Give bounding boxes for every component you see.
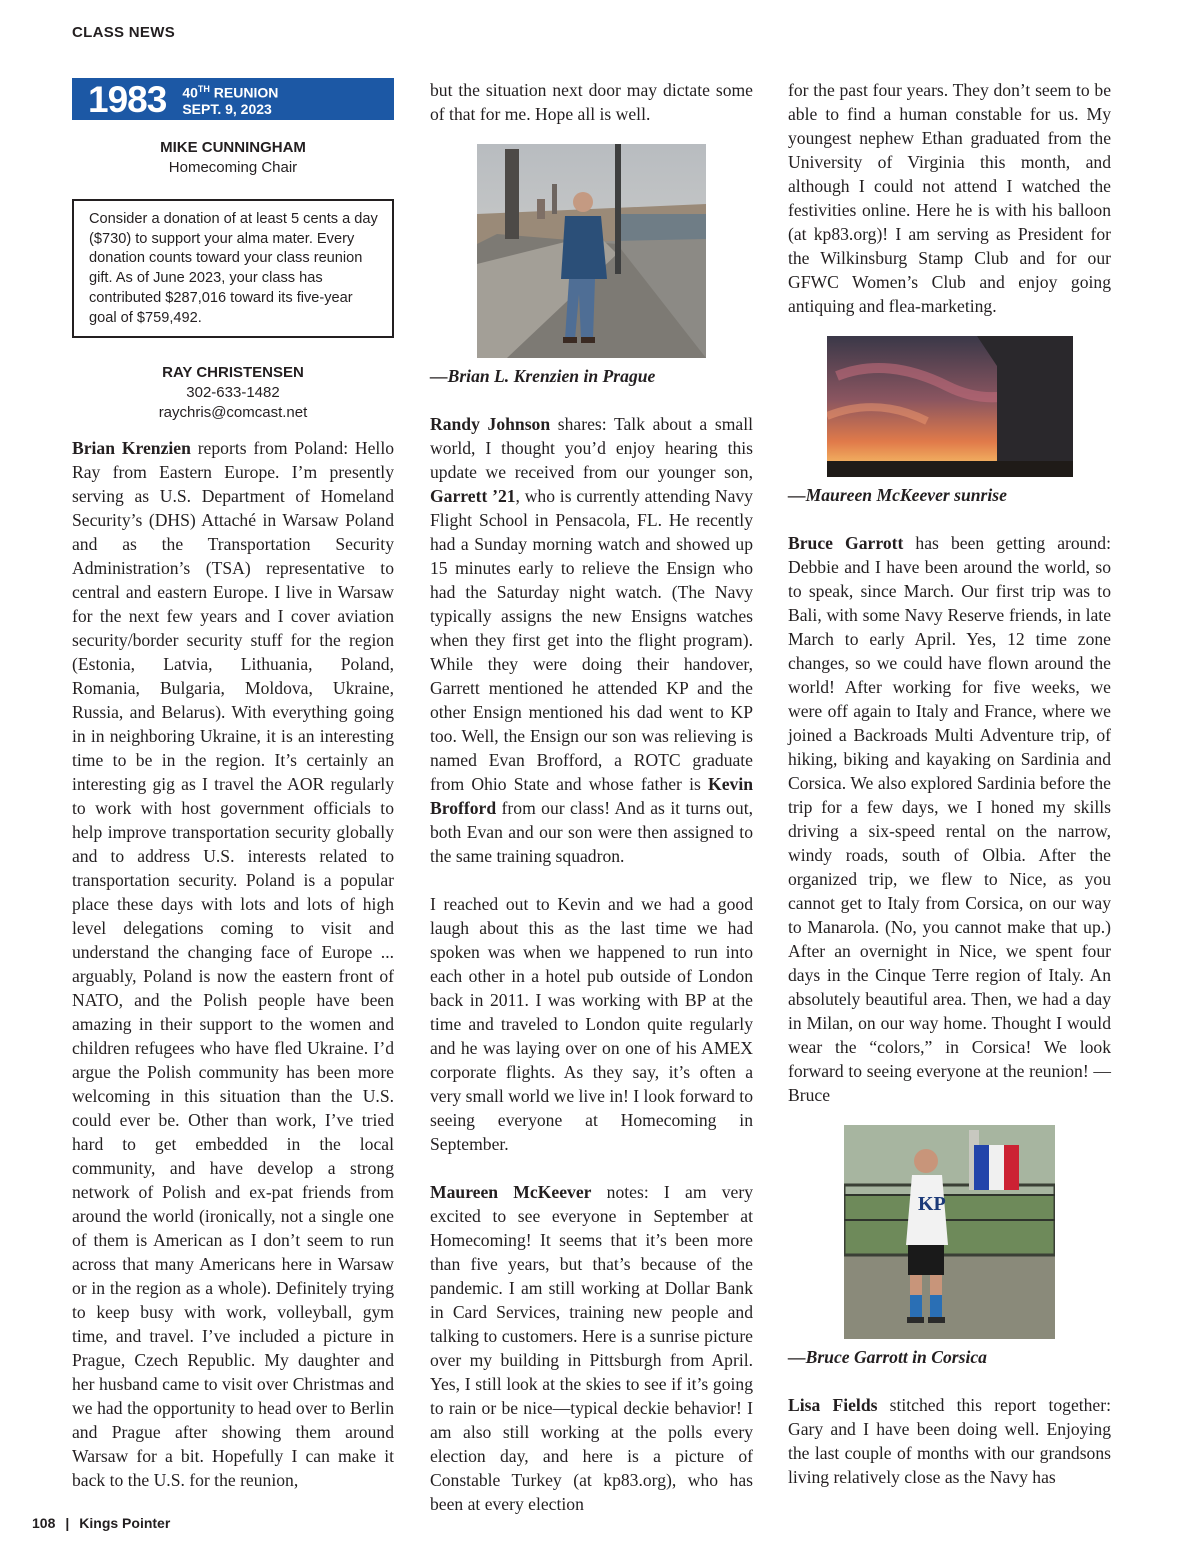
- column-1: [72, 78, 394, 1492]
- column-3: [788, 78, 1111, 1489]
- prague-photo-image: [477, 144, 706, 358]
- garrott-caption: —Bruce Garrott in Corsica: [788, 1347, 987, 1367]
- class-secretary: [72, 363, 394, 423]
- johnson-report: [430, 412, 753, 868]
- fields-report: [788, 1393, 1111, 1489]
- garrott-name: Bruce Garrott: [788, 533, 904, 553]
- secretary-name: RAY CHRISTENSEN: [162, 364, 304, 382]
- krenzien-name: Brian Krenzien: [72, 438, 191, 459]
- krenzien-text: reports from Poland: Hello Ray from Eastern Europe. I’m presently serving as U.S. Department of Homeland Security’s (DHS) Attaché in Warsaw Poland and as the Transportation Security Administration’s (TSA) representative to central and eastern Europe. I live in Warsaw for the next few years and I cover aviation security/border security stuff for the region (Estonia, Latvia, Lithuania, Poland, Romania, Bulgaria, Moldova, Ukraine, Russia, and Belarus). With everything going in in neighboring Ukraine, it is an interesting time to be in the region. It’s certainly an interesting gig as I travel the AOR regularly to work with host government officials to help improve transportation security globally and to address U.S. interests related to transportation security. Poland is a popular place these days with lots and lots of high level delegations coming to visit and understand the changing face of Europe ... arguably, Poland is now the eastern front of NATO, and the Polish people have been amazing in their support to the women and children refugees who have fled Ukraine. I’d argue the Polish community has been more welcoming in this situation than the U.S. could ever be. Other than work, I’ve tried hard to get embedded in the local community, and have develop a strong network of Polish and ex-pat friends from around the world (ironically, not a single one of them is American as I don’t seem to run across that many Americans here in Warsaw or in the region as a whole). Definitely trying to keep busy with work, volleyball, gym time, and travel. I’ve included a picture in Prague, Czech Republic. My daughter and her husband came to visit over Christmas and we had the opportunity to head over to Berlin and Prague after showing them around Warsaw for a bit. Hopefully I can make it back to the U.S. for the reunion,: [72, 438, 395, 1491]
- footer-separator: |: [65, 1515, 70, 1531]
- secretary-phone: 302-633-1482: [186, 384, 280, 402]
- johnson-name: Randy Johnson: [430, 414, 551, 434]
- johnson-text-1: shares: Talk about a small world, I thought you’d enjoy hearing this update we received from our younger son,: [430, 414, 753, 482]
- johnson-son: Garrett ’21: [430, 486, 516, 506]
- page-footer: [32, 1515, 170, 1531]
- mckeever-name: Maureen McKeever: [430, 1182, 592, 1202]
- reunion-word: REUNION: [209, 84, 279, 101]
- sunrise-photo-image: [827, 336, 1073, 477]
- homecoming-chair: [72, 138, 394, 178]
- krenzien-report: [72, 436, 394, 1492]
- reunion-info: [182, 81, 278, 117]
- page-number: 108: [32, 1515, 56, 1531]
- section-label: CLASS NEWS: [72, 24, 176, 41]
- johnson-text-3: from our class! And as it turns out, both Evan and our son were then assigned to the same training squadron.: [430, 798, 753, 866]
- chair-name: MIKE CUNNINGHAM: [160, 139, 306, 156]
- jersey-kp-text: KP: [918, 1193, 946, 1215]
- krenzien-caption: —Brian L. Krenzien in Prague: [430, 366, 656, 386]
- reunion-number: 40: [182, 84, 198, 101]
- krenzien-prague-photo: [477, 144, 706, 358]
- mckeever-text: notes: I am very excited to see everyone in September at Homecoming! It seems that it’s been more than five years, but that’s because of the pandemic. I am still working at Dollar Bank in Card Services, training new people and talking to customers. Here is a sunrise picture over my building in Pittsburgh from April. Yes, I still look at the skies to see if it’s going to rain or be nice—typical deckie behavior! I am also still working at the polls every election day, and here is a picture of Constable Turkey (at kp83.org), who has been at every election: [430, 1182, 753, 1514]
- mckeever-continued: for the past four years. They don’t seem to be able to find a human constable for us. My youngest nephew Ethan graduated from the University of Virginia this month, and although I could not attend I watched the festivities online. Here he is with his balloon (at kp83.org)! I am serving as President for the Wilkinsburg Stamp Club and for our GFWC Women’s Club and enjoy going antiquing and flea-marketing.: [788, 80, 1111, 316]
- donation-box: Consider a donation of at least 5 cents a day ($730) to support your alma mater. Every donation counts toward your class reunion gift. As of June 2023, your class has contributed $287,016 toward its five-year goal of $759,492.: [72, 199, 394, 338]
- garrott-report: [788, 531, 1111, 1107]
- garrott-text: has been getting around: Debbie and I have been around the world, so to speak, since March. Our first trip was to Bali, with some Navy Reserve friends, in late March to early April. Yes, 12 time zone changes, so we could have flown around the world! After working for five weeks, we were off again to Italy and France, where we joined a Backroads Multi Adventure trip, of hiking, biking and kayaking on Sardinia and Corsica. We also explored Sardinia before the trip for a few days, we I honed my skills driving a six-speed rental on the narrow, windy roads, south of Olbia. After the organized trip, we flew to Nice, as you cannot get to Italy from Corsica, on our way to Manarola. (No, you cannot make that up.) After an overnight in Nice, we spent four days in the Cinque Terre region of Italy. An absolutely beautiful area. Then, we had a day in Milan, on our way home. Thought I would wear the “colors,” in Corsica! We look forward to seeing everyone at the reunion! —Bruce: [788, 533, 1111, 1105]
- johnson-text-2: , who is currently attending Navy Flight School in Pensacola, FL. He recently had a Sunday morning watch and showed up 15 minutes early to relieve the Ensign who had the Saturday night watch. (The Navy typically assigns the new Ensigns watches when they first get into the flight program). While they were doing their handover, Garrett mentioned he attended KP and the other Ensign mentioned his dad went to KP too. Well, the Ensign our son was relieving is named Evan Brofford, a ROTC graduate from Ohio State and whose father is: [430, 486, 753, 794]
- corsica-photo-image: [844, 1125, 1055, 1339]
- garrott-corsica-photo: [844, 1125, 1055, 1339]
- class-year: 1983: [88, 78, 167, 120]
- mckeever-caption: —Maureen McKeever sunrise: [788, 485, 1007, 505]
- reunion-label: [182, 81, 278, 101]
- class-year-banner: [72, 78, 394, 120]
- column-2: [430, 78, 753, 1516]
- fields-text: stitched this report together: Gary and I have been doing well. Enjoying the last couple of months with our grandsons living relatively close as the Navy has: [788, 1395, 1111, 1487]
- mckeever-report: [430, 1180, 753, 1516]
- krenzien-continued: but the situation next door may dictate some of that for me. Hope all is well.: [430, 80, 753, 124]
- secretary-email: raychris@comcast.net: [158, 404, 308, 422]
- johnson-classmate: Kevin Brofford: [430, 774, 753, 818]
- reunion-date: SEPT. 9, 2023: [182, 100, 272, 117]
- fields-name: Lisa Fields: [788, 1395, 878, 1415]
- chair-role: Homecoming Chair: [168, 159, 298, 176]
- reunion-suffix: TH: [197, 84, 210, 95]
- magazine-name: Kings Pointer: [79, 1515, 171, 1531]
- johnson-report-2: I reached out to Kevin and we had a good laugh about this as the last time we had spoken was when we happened to run into each other in a hotel pub outside of London back in 2011. I was working with BP at the time and traveled to London quite regularly and he was laying over on one of his AMEX corporate flights. As they say, it’s often a very small world we live in! I look forward to seeing everyone at Homecoming in September.: [430, 894, 753, 1154]
- mckeever-sunrise-photo: [827, 336, 1073, 477]
